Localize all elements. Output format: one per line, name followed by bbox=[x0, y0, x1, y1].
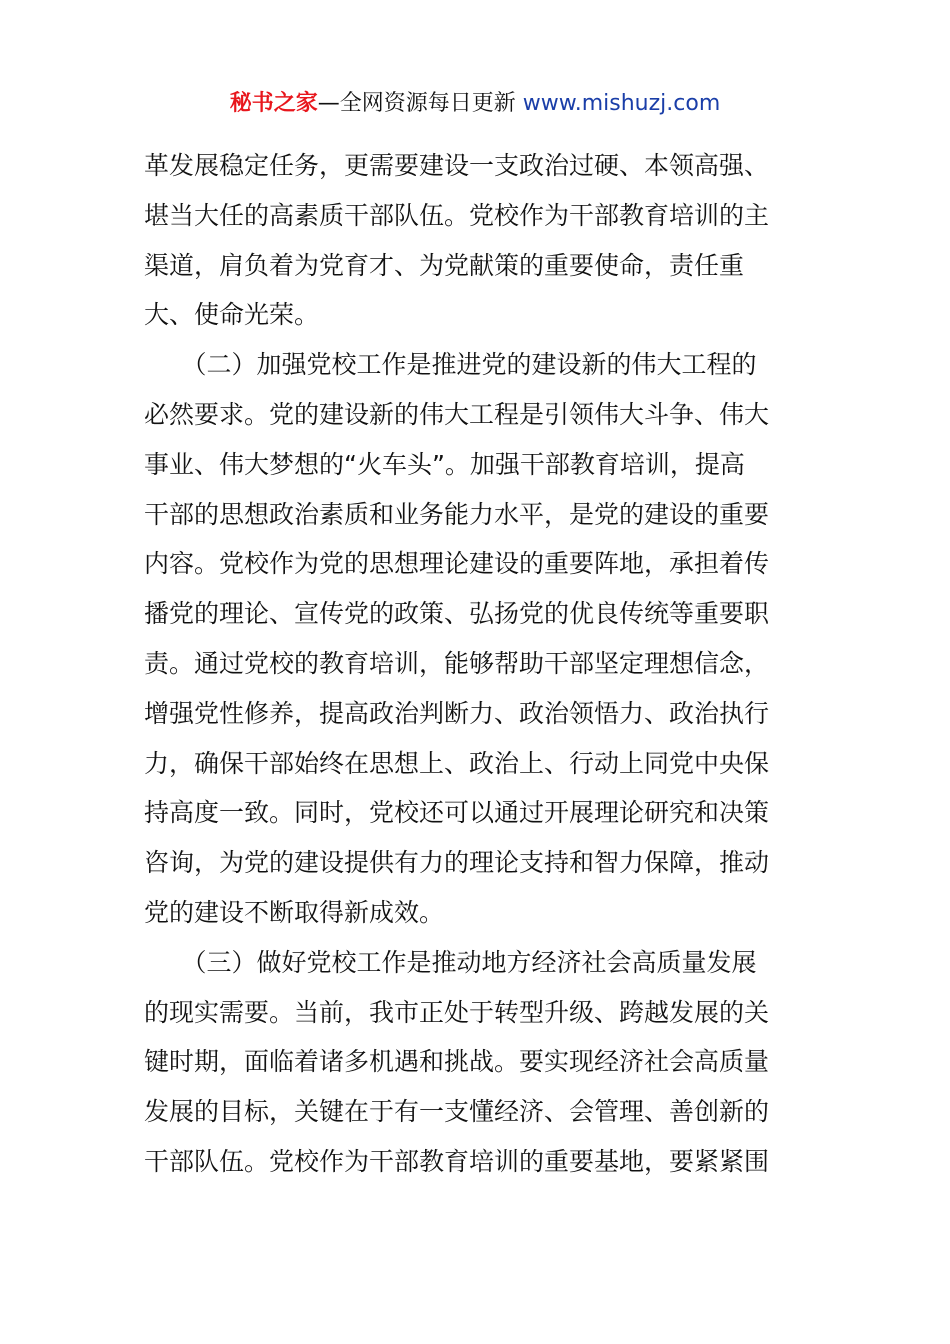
text-line: 干部的思想政治素质和业务能力水平，是党的建设的重要 bbox=[144, 499, 770, 529]
text-line: 内容。党校作为党的思想理论建设的重要阵地，承担着传 bbox=[144, 549, 770, 579]
text-line: 革发展稳定任务，更需要建设一支政治过硬、本领高强、 bbox=[144, 151, 770, 180]
header-tagline: 全网资源每日更新 bbox=[339, 91, 516, 116]
header-url-link[interactable]: www.mishuzj.com bbox=[522, 91, 721, 116]
brand-name: 秘书之家 bbox=[229, 91, 318, 116]
text-line: 力，确保干部始终在思想上、政治上、行动上同党中央保 bbox=[144, 748, 770, 778]
text-line: 党的建设不断取得新成效。 bbox=[144, 897, 445, 927]
text-line: 事业、伟大梦想的“火车头”。加强干部教育培训，提高 bbox=[144, 449, 745, 479]
text-line: 发展的目标，关键在于有一支懂经济、会管理、善创新的 bbox=[144, 1097, 770, 1127]
section-heading-line: （二）加强党校工作是推进党的建设新的伟大工程的 bbox=[144, 350, 757, 380]
document-body bbox=[144, 141, 808, 1187]
section-heading-line: （三）做好党校工作是推动地方经济社会高质量发展 bbox=[144, 947, 757, 977]
text-line: 咨询，为党的建设提供有力的理论支持和智力保障，推动 bbox=[144, 848, 770, 878]
text-line: 干部队伍。党校作为干部教育培训的重要基地，要紧紧围 bbox=[144, 1146, 770, 1176]
text-line: 播党的理论、宣传党的政策、弘扬党的优良传统等重要职 bbox=[144, 599, 770, 629]
text-line: 堪当大任的高素质干部队伍。党校作为干部教育培训的主 bbox=[144, 200, 770, 230]
text-line: 的现实需要。当前，我市正处于转型升级、跨越发展的关 bbox=[144, 997, 770, 1027]
text-line: 持高度一致。同时，党校还可以通过开展理论研究和决策 bbox=[144, 798, 770, 828]
text-line: 键时期，面临着诸多机遇和挑战。要实现经济社会高质量 bbox=[144, 1047, 770, 1077]
text-line: 增强党性修养，提高政治判断力、政治领悟力、政治执行 bbox=[144, 698, 770, 728]
page-header bbox=[0, 88, 950, 120]
header-dash: — bbox=[317, 91, 340, 116]
text-line: 渠道，肩负着为党育才、为党献策的重要使命，责任重 bbox=[144, 250, 745, 280]
text-line: 责。通过党校的教育培训，能够帮助干部坚定理想信念， bbox=[144, 648, 770, 678]
text-line: 必然要求。党的建设新的伟大工程是引领伟大斗争、伟大 bbox=[144, 399, 770, 429]
text-line: 大、使命光荣。 bbox=[144, 300, 320, 330]
